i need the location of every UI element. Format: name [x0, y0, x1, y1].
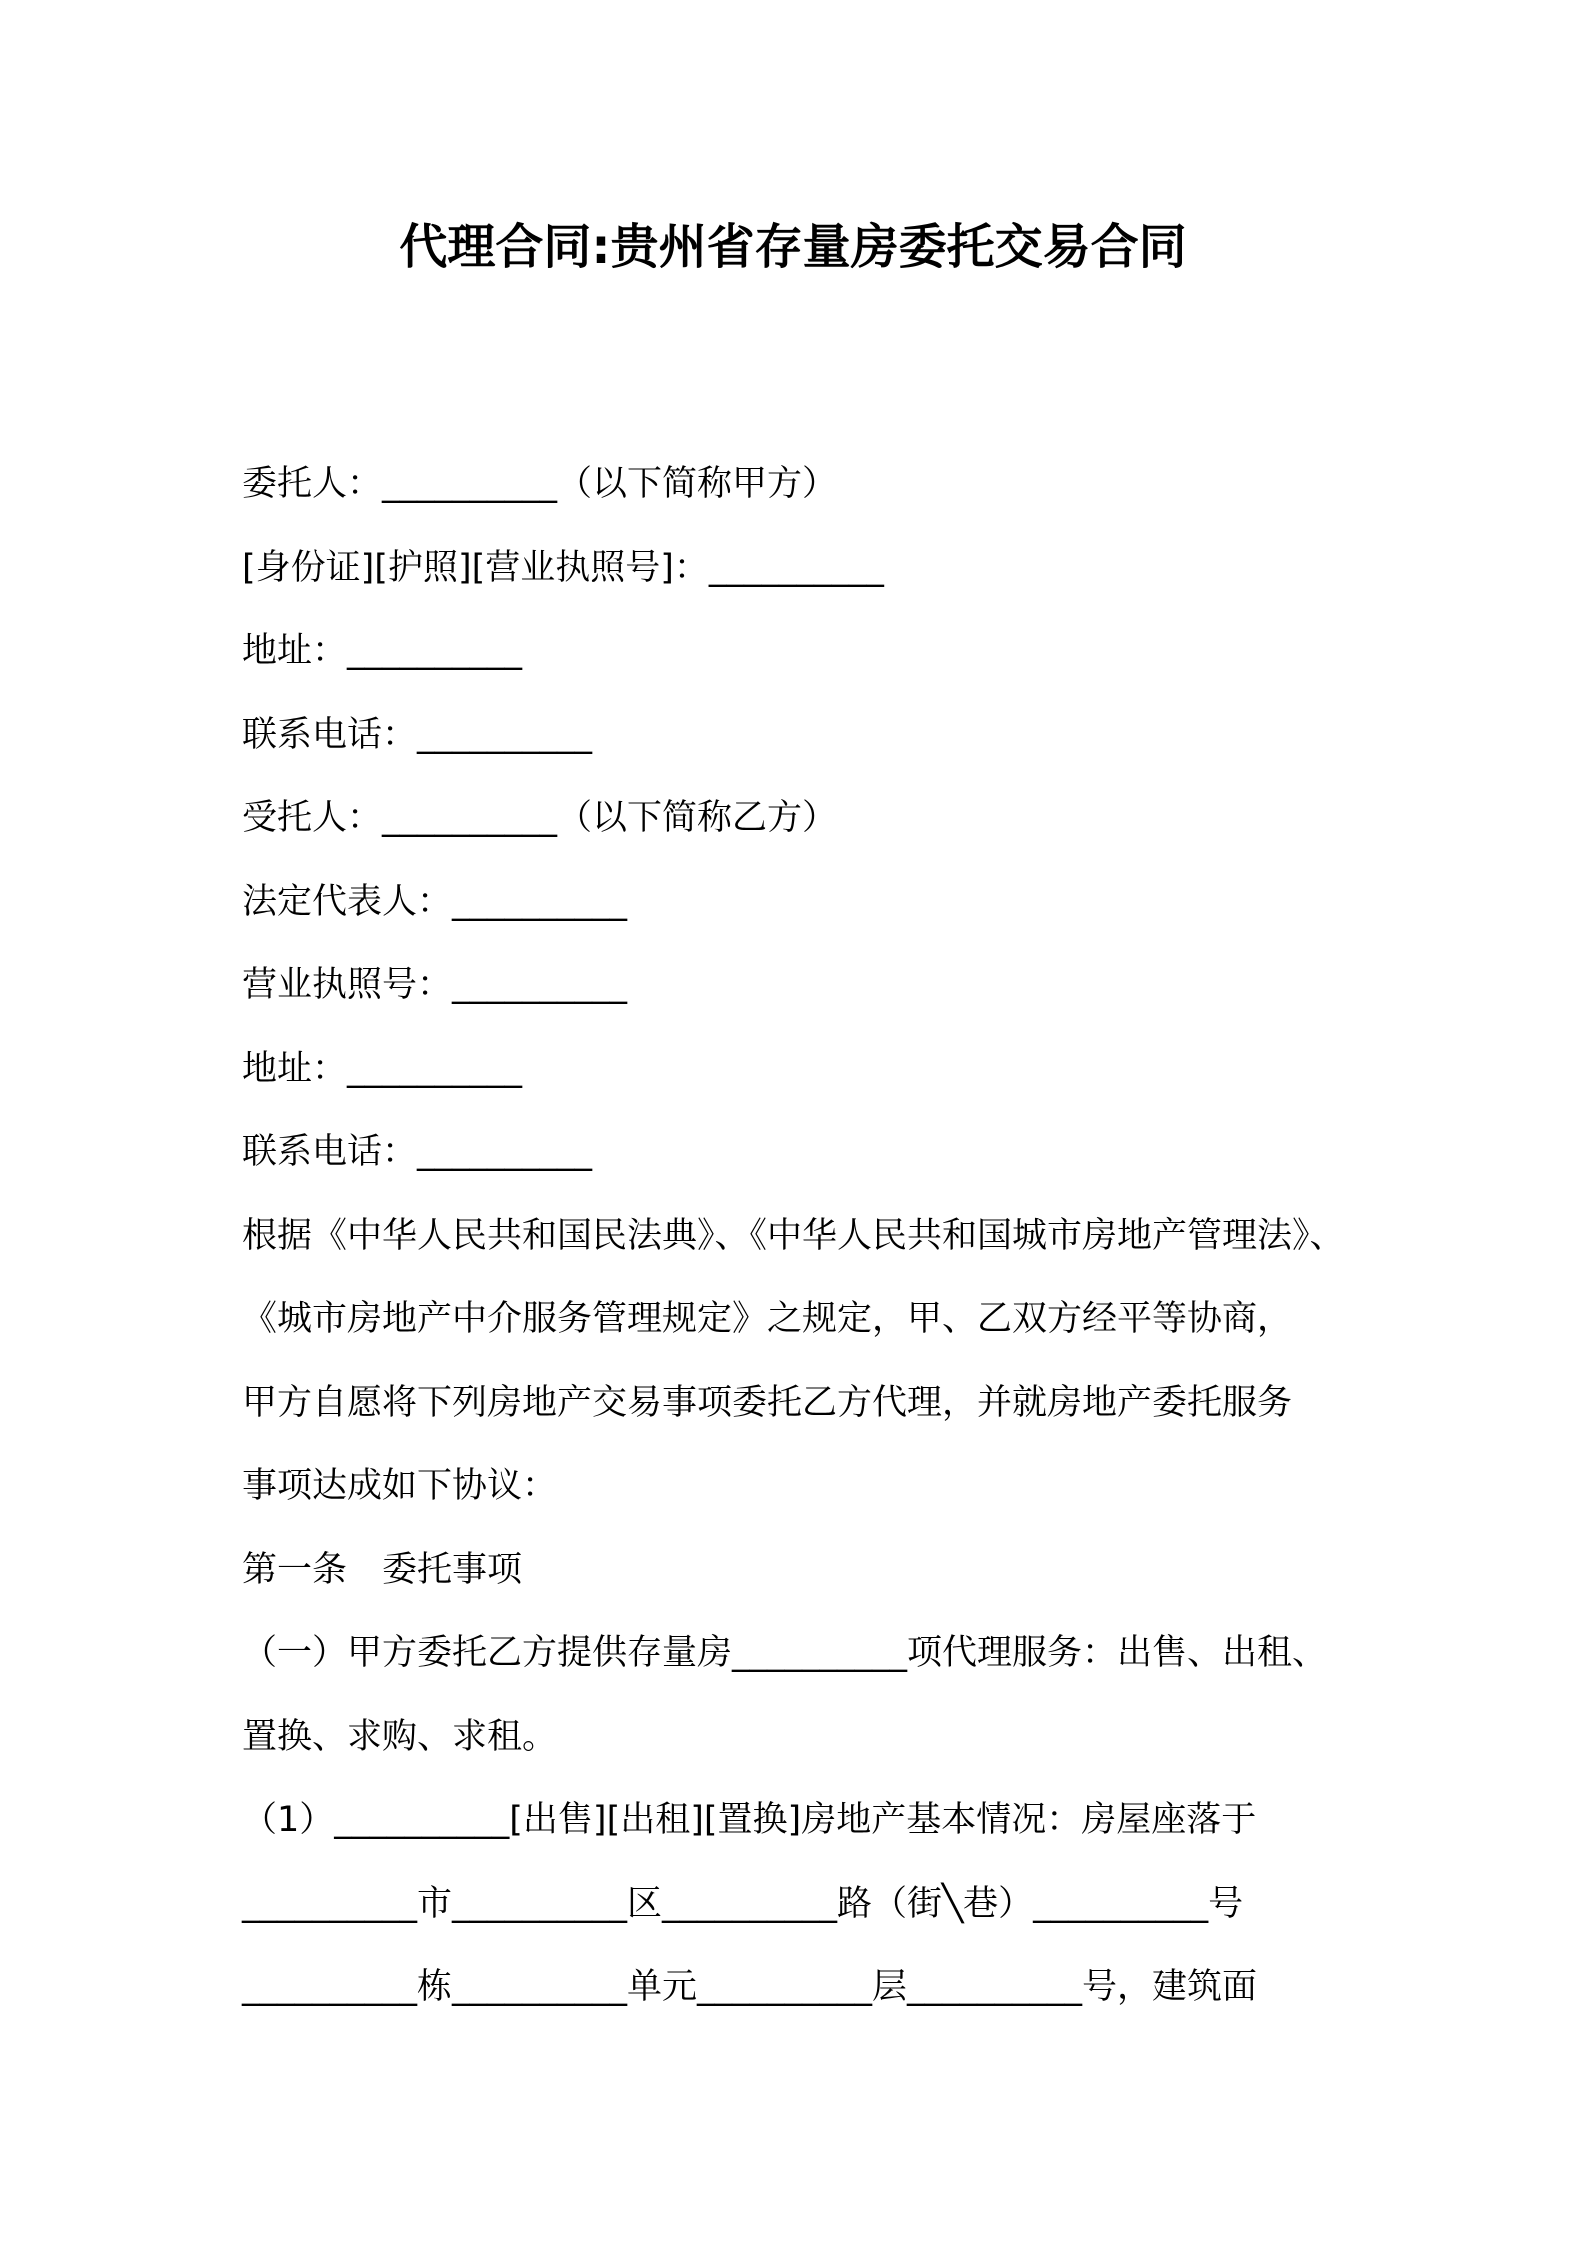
preamble-line-4: 事项达成如下协议： [242, 1466, 558, 1506]
legal-representative-line: 法定代表人：__________ [242, 881, 628, 922]
preamble-line-2: 《城市房地产中介服务管理规定》之规定，甲、乙双方经平等协商， [242, 1299, 1293, 1339]
principal-line: 委托人：__________（以下简称甲方） [242, 464, 838, 504]
principal-id-line: [身份证][护照][营业执照号]：__________ [242, 547, 884, 588]
agent-line: 受托人：__________（以下简称乙方） [242, 798, 838, 838]
article-1-heading: 第一条 委托事项 [242, 1549, 523, 1590]
principal-phone-line: 联系电话：__________ [242, 714, 593, 755]
preamble-line-3: 甲方自愿将下列房地产交易事项委托乙方代理，并就房地产委托服务 [242, 1382, 1293, 1423]
clause-1-line-1: （一）甲方委托乙方提供存量房__________项代理服务：出售、出租、 [242, 1633, 1328, 1673]
preamble-line-1: 根据《中华人民共和国民法典》、《中华人民共和国城市房地产管理法》、 [242, 1215, 1345, 1256]
document-title: 代理合同:贵州省存量房委托交易合同 [399, 219, 1187, 275]
principal-address-line: 地址：__________ [242, 631, 523, 671]
property-info-line-1: （1）__________[出售][出租][置换]房地产基本情况：房屋座落于 [242, 1800, 1257, 1840]
business-license-line: 营业执照号：__________ [242, 965, 628, 1005]
agent-phone-line: 联系电话：__________ [242, 1132, 593, 1172]
property-info-line-3: __________栋__________单元__________层__________号，建筑面 [242, 1967, 1258, 2007]
clause-1-line-2: 置换、求购、求租。 [242, 1716, 558, 1757]
agent-address-line: 地址：__________ [242, 1048, 523, 1089]
document-body [242, 443, 1392, 2030]
property-info-line-2: __________市__________区__________路（街╲巷）__________号 [242, 1883, 1244, 1924]
